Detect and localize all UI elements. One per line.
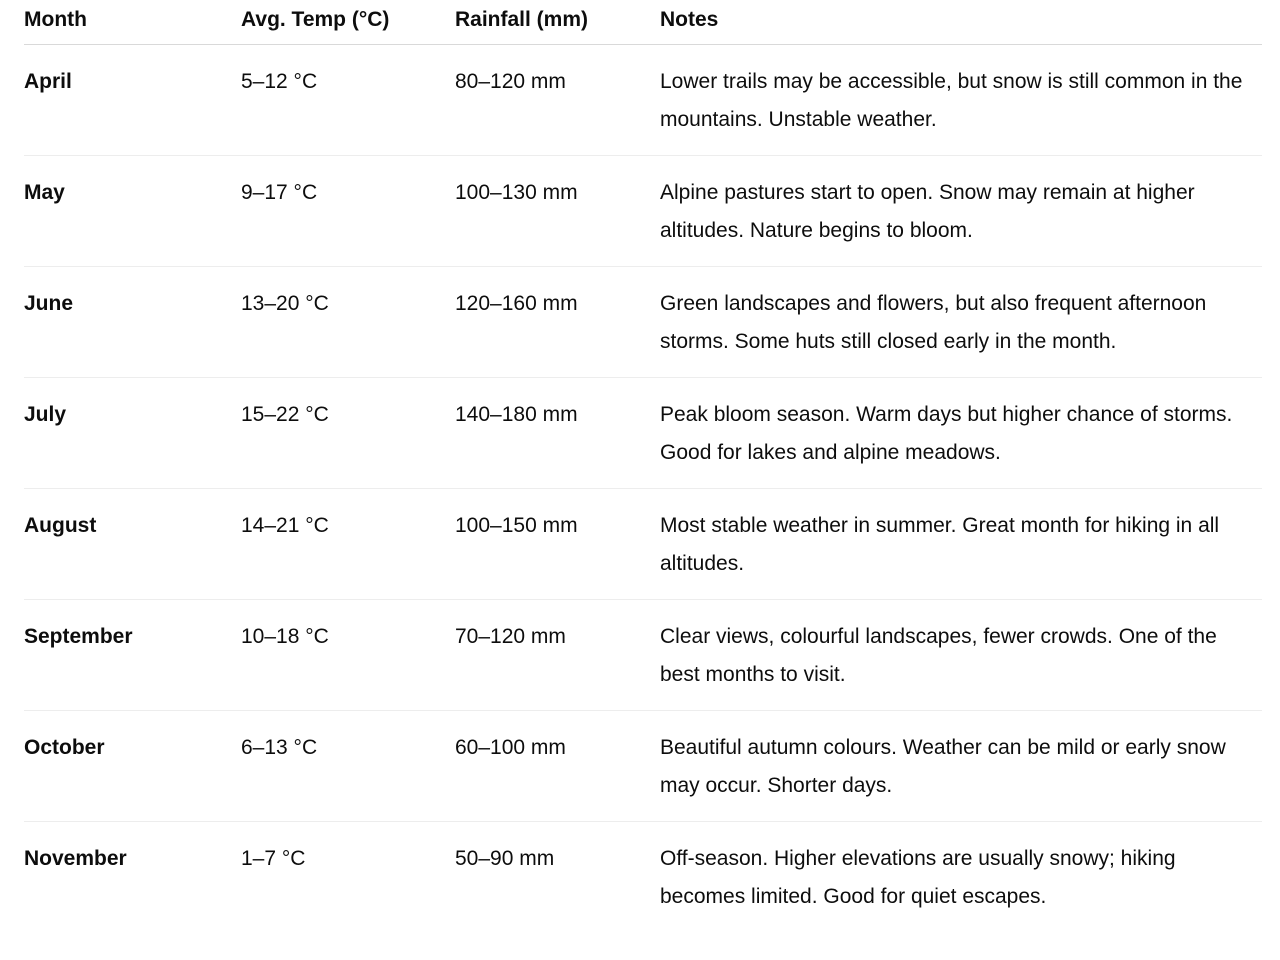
weather-table: [24, 0, 1262, 932]
table-row: [24, 488, 1262, 599]
table-row: [24, 710, 1262, 821]
cell-notes: Peak bloom season. Warm days but higher chance of storms. Good for lakes and alpine meadows.: [660, 377, 1262, 488]
cell-rain: 100–150 mm: [455, 488, 660, 599]
cell-temp: 1–7 °C: [241, 846, 306, 870]
cell-notes: Clear views, colourful landscapes, fewer crowds. One of the best months to visit.: [660, 599, 1262, 710]
cell-notes: Off-season. Higher elevations are usually snowy; hiking becomes limited. Good for quiet escapes.: [660, 846, 1176, 908]
table-row: [24, 44, 1262, 155]
table-container: [24, 0, 1262, 932]
cell-notes: Alpine pastures start to open. Snow may remain at higher altitudes. Nature begins to bloom.: [660, 155, 1262, 266]
header-notes: Notes: [660, 0, 1262, 44]
table-row: [24, 155, 1262, 266]
header-rainfall: Rainfall (mm): [455, 0, 660, 44]
cell-temp: 5–12 °C: [241, 44, 455, 155]
cell-month: November: [24, 846, 127, 870]
table-header: [24, 0, 1262, 44]
cell-temp: 9–17 °C: [241, 155, 455, 266]
cell-rain: 80–120 mm: [455, 44, 660, 155]
cell-rain: 120–160 mm: [455, 266, 660, 377]
table-body: [24, 44, 1262, 932]
cell-notes: Most stable weather in summer. Great month for hiking in all altitudes.: [660, 488, 1262, 599]
table-row: [24, 266, 1262, 377]
cell-notes: Beautiful autumn colours. Weather can be mild or early snow may occur. Shorter days.: [660, 710, 1262, 821]
header-avg-temp: Avg. Temp (°C): [241, 0, 455, 44]
cell-temp: 15–22 °C: [241, 377, 455, 488]
cell-temp: 13–20 °C: [241, 266, 455, 377]
cell-temp: 14–21 °C: [241, 488, 455, 599]
cell-rain: 100–130 mm: [455, 155, 660, 266]
cell-rain: 60–100 mm: [455, 710, 660, 821]
cell-rain: 50–90 mm: [455, 846, 555, 870]
cell-month: June: [24, 266, 241, 377]
cell-month: July: [24, 377, 241, 488]
cell-notes: Lower trails may be accessible, but snow is still common in the mountains. Unstable weather.: [660, 44, 1262, 155]
cell-temp: 6–13 °C: [241, 710, 455, 821]
cell-temp: 10–18 °C: [241, 599, 455, 710]
cell-month: April: [24, 44, 241, 155]
cell-notes: Green landscapes and flowers, but also frequent afternoon storms. Some huts still closed early in the month.: [660, 266, 1262, 377]
cell-month: October: [24, 710, 241, 821]
table-row: [24, 377, 1262, 488]
header-month: Month: [24, 0, 241, 44]
cell-rain: 140–180 mm: [455, 377, 660, 488]
cell-rain: 70–120 mm: [455, 599, 660, 710]
table-row: [24, 599, 1262, 710]
header-row: [24, 0, 1262, 44]
cell-month: August: [24, 488, 241, 599]
cell-month: September: [24, 599, 241, 710]
cell-month: May: [24, 155, 241, 266]
table-row: [24, 821, 1262, 932]
